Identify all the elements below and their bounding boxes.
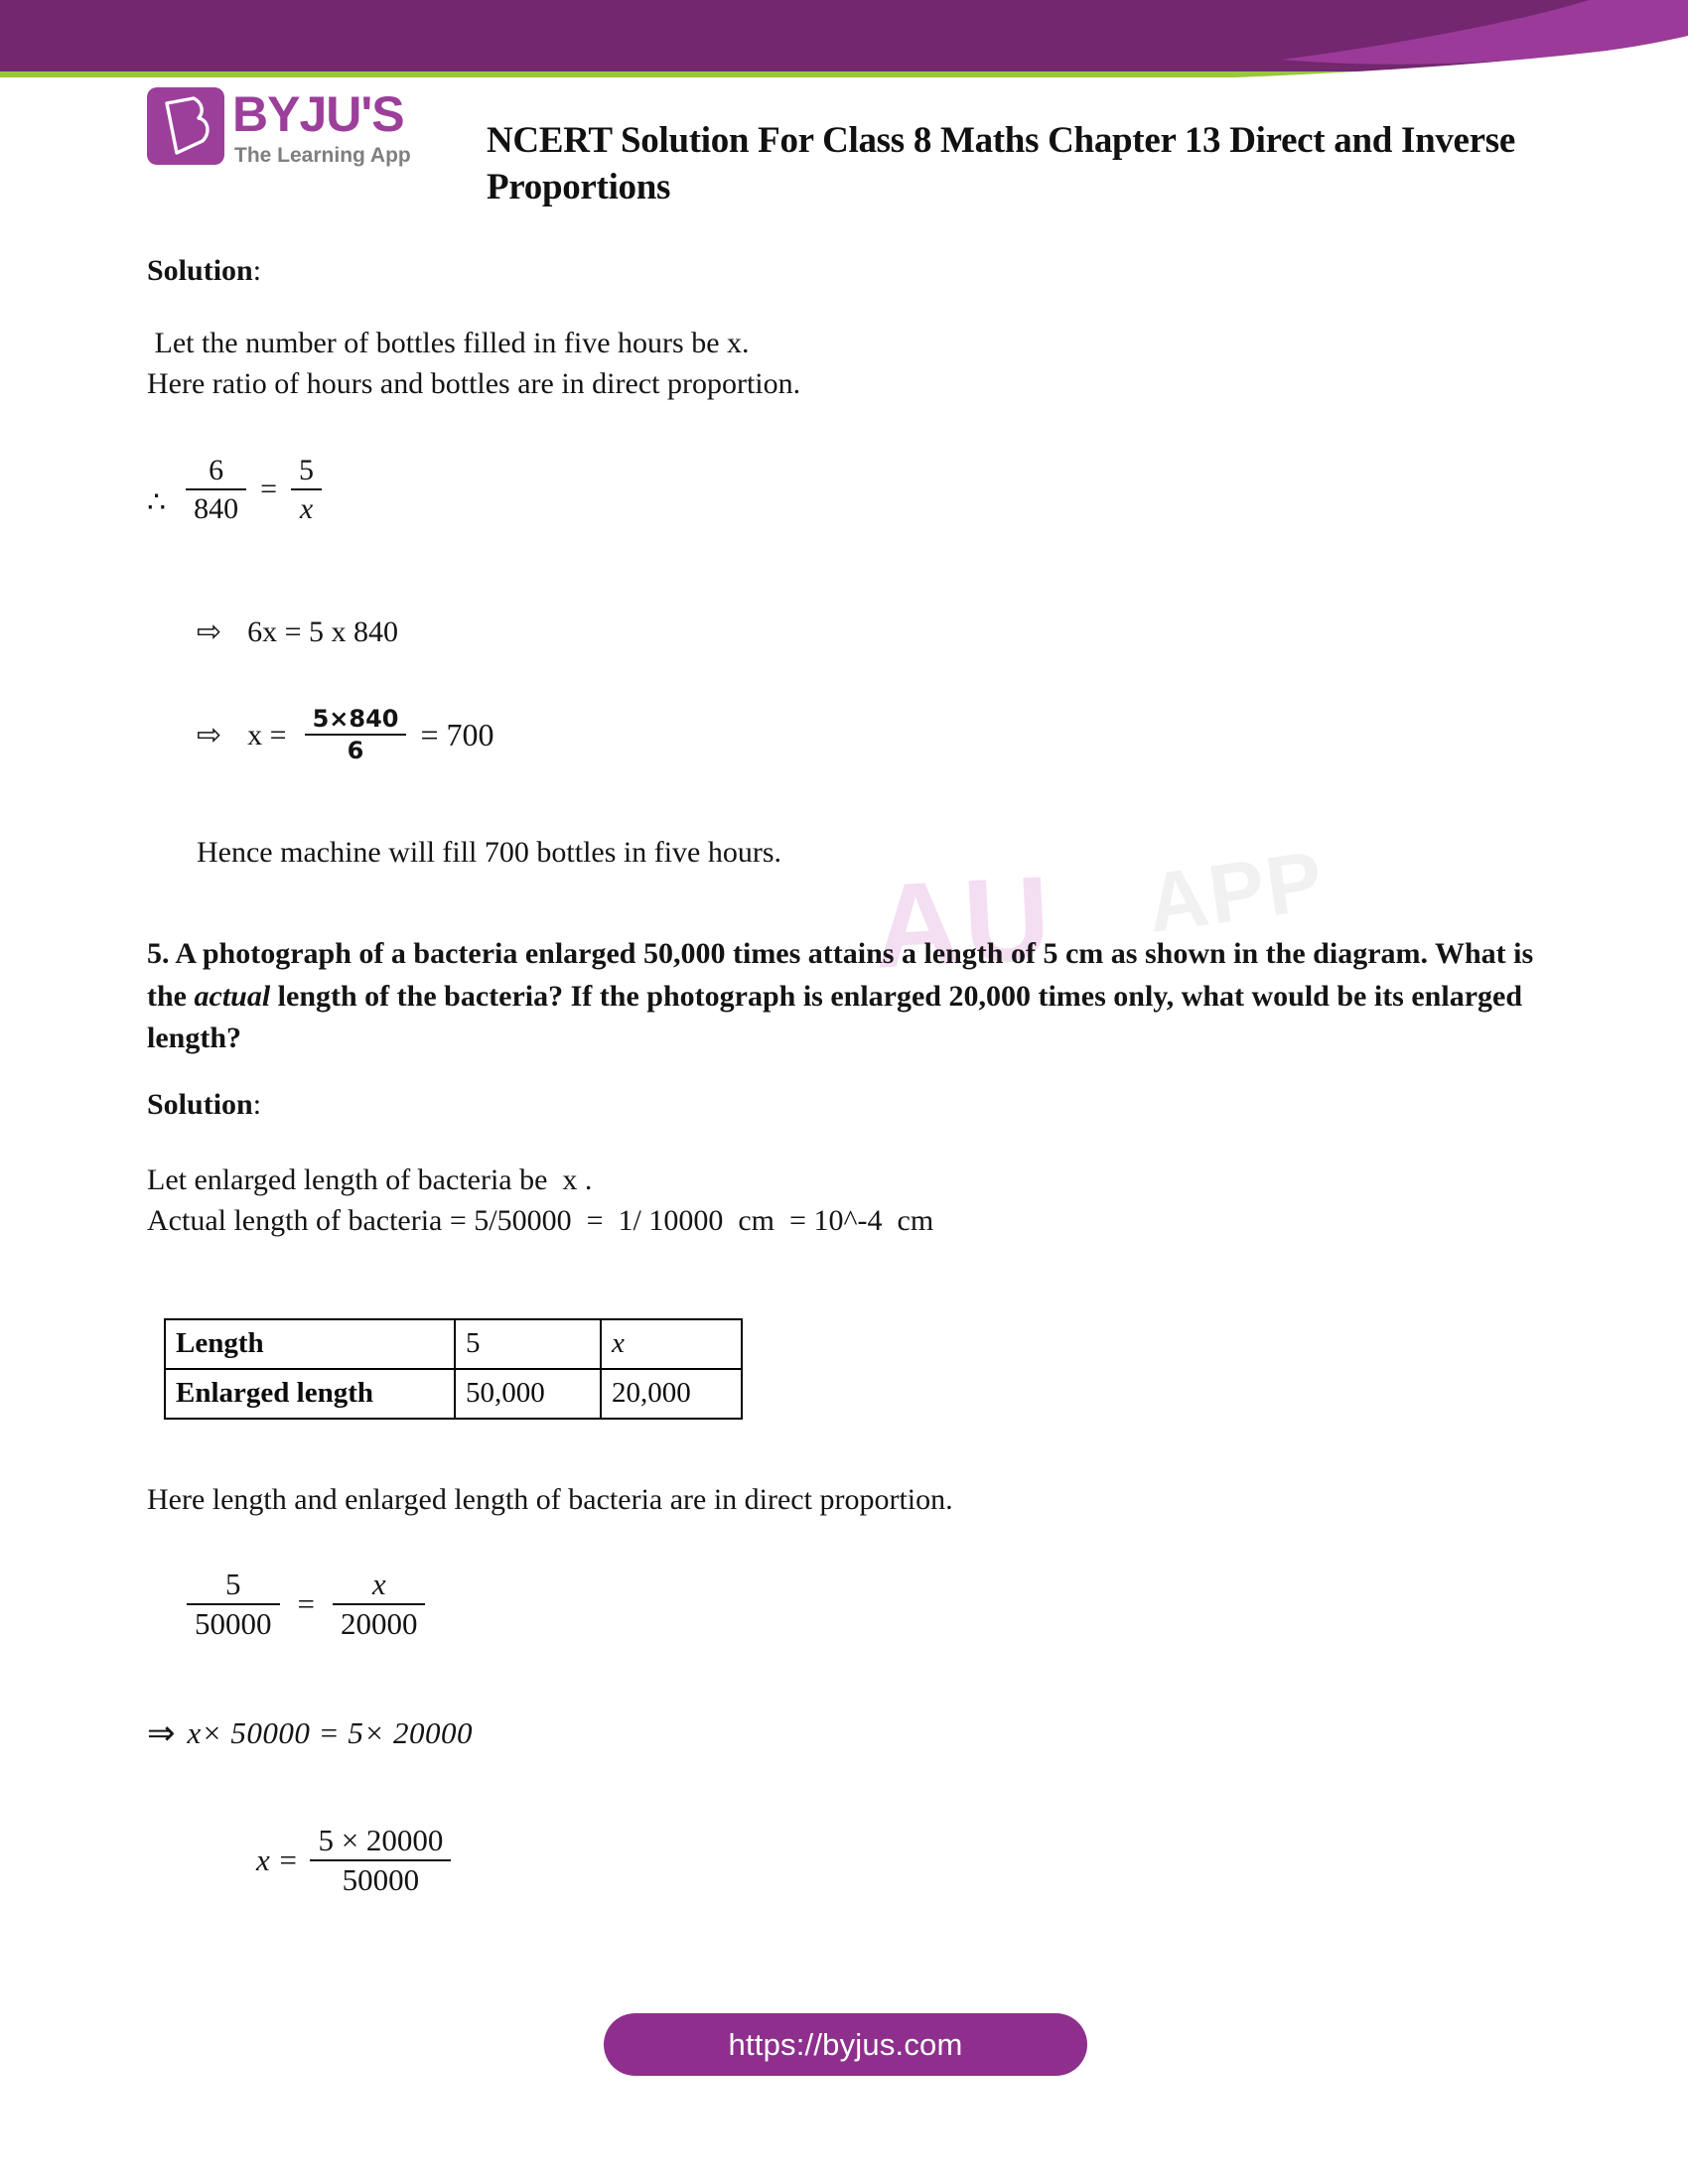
table-cell-label: Length <box>165 1319 455 1369</box>
q5-equation-2 <box>147 1713 473 1753</box>
q5-eq3-numerator: 5 × 20000 <box>318 1823 444 1857</box>
q4-eq1-left-numerator: 6 <box>209 454 224 486</box>
byjus-logo-wordmark: BYJU'S <box>232 86 404 142</box>
q4-eq1-right-denominator: x <box>299 491 314 525</box>
table-cell-value: 20,000 <box>601 1369 742 1419</box>
q5-eq1-right-numerator: x <box>371 1567 386 1601</box>
q5-solution-colon: : <box>252 1088 262 1121</box>
q5-text-after-italic: length of the bacteria? If the photograph is enlarged 20,000 times only, what would be its enlarged length? <box>147 979 1530 1055</box>
q5-text-before-italic: A photograph of a bacteria enlarged 50,000 times attains a length of 5 cm as shown in the diagram. What is the <box>147 937 1541 1013</box>
q5-eq1-right-fraction <box>333 1569 426 1640</box>
q5-question <box>147 933 1567 1060</box>
q5-eq3-fraction <box>310 1825 451 1896</box>
q5-eq1-left-fraction <box>187 1569 280 1640</box>
watermark-gray: APP <box>1141 833 1331 950</box>
q4-eq1-right-numerator: 5 <box>299 454 315 486</box>
q4-eq3-denominator: 6 <box>347 737 364 765</box>
q4-eq3-equals: = <box>420 717 439 753</box>
q5-italic-word: actual <box>194 979 271 1013</box>
byjus-logo-tagline: The Learning App <box>234 144 411 167</box>
byjus-logo <box>147 87 445 183</box>
q5-equation-1 <box>177 1569 435 1640</box>
q5-eq1-left-numerator: 5 <box>225 1567 241 1601</box>
q4-eq1-left-denominator: 840 <box>194 491 239 525</box>
q5-eq2-text: x× 50000 = 5× 20000 <box>187 1715 474 1750</box>
q5-eq1-left-denominator: 50000 <box>195 1605 272 1641</box>
q4-eq1-right-fraction <box>291 455 322 524</box>
q5-line-2: Actual length of bacteria = 5/50000 = 1/ 10000 cm = 10^-4 cm <box>147 1204 934 1237</box>
byjus-logo-mark-icon <box>147 87 224 165</box>
rightwards-arrow-icon: ⇨ <box>197 615 222 648</box>
q4-eq3-fraction <box>305 707 407 763</box>
q4-equation-1 <box>147 455 328 524</box>
rightwards-arrow-icon: ⇨ <box>197 718 222 751</box>
table-row <box>165 1369 742 1419</box>
therefore-symbol: ∴ <box>147 486 167 519</box>
table-body <box>165 1319 742 1419</box>
q4-eq3-numerator: 5×840 <box>312 705 399 733</box>
page-title: NCERT Solution For Class 8 Maths Chapter 13 Direct and Inverse Proportions <box>487 120 1516 208</box>
q5-equation-3 <box>256 1825 457 1896</box>
table-cell-value: 50,000 <box>455 1369 601 1419</box>
q4-conclusion: Hence machine will fill 700 bottles in five hours. <box>197 836 782 869</box>
table-cell-value: x <box>601 1319 742 1369</box>
q5-solution-heading <box>147 1084 261 1127</box>
double-rightwards-arrow-icon: ⇒ <box>147 1715 176 1752</box>
q5-number: 5. <box>147 937 170 970</box>
q5-eq3-denominator: 50000 <box>342 1861 420 1897</box>
q4-solution-label: Solution <box>147 254 253 287</box>
table-cell-label: Enlarged length <box>165 1369 455 1419</box>
q4-line-1: Let the number of bottles filled in five hours be x. <box>147 327 750 359</box>
table-cell-value: 5 <box>455 1319 601 1369</box>
q4-equation-2 <box>197 615 398 649</box>
q4-eq1-equals: = <box>260 473 278 505</box>
byjus-url-label: https://byjus.com <box>728 2026 963 2062</box>
byjus-url-button[interactable] <box>604 2013 1087 2076</box>
q4-eq1-left-fraction <box>186 455 246 524</box>
q5-note: Here length and enlarged length of bacteria are in direct proportion. <box>147 1483 953 1516</box>
table-row <box>165 1319 742 1369</box>
q4-equation-3 <box>197 707 494 763</box>
q5-eq1-equals: = <box>297 1586 315 1622</box>
q4-eq3-result: 700 <box>446 717 494 753</box>
q4-eq3-lead: x = <box>247 718 287 751</box>
q5-eq1-right-denominator: 20000 <box>340 1605 418 1641</box>
q5-line-1: Let enlarged length of bacteria be x . <box>147 1163 593 1196</box>
q5-solution-label: Solution <box>147 1088 253 1121</box>
q4-eq2-text: 6x = 5 x 840 <box>247 615 399 648</box>
q4-line-2: Here ratio of hours and bottles are in direct proportion. <box>147 367 801 400</box>
q4-solution-colon: : <box>252 254 262 287</box>
watermark-pink: AU <box>870 851 1057 994</box>
length-enlarged-length-table <box>164 1318 743 1420</box>
header-banner <box>0 0 1688 79</box>
q5-eq3-lead: x = <box>256 1843 299 1878</box>
q4-solution-heading <box>147 250 261 293</box>
